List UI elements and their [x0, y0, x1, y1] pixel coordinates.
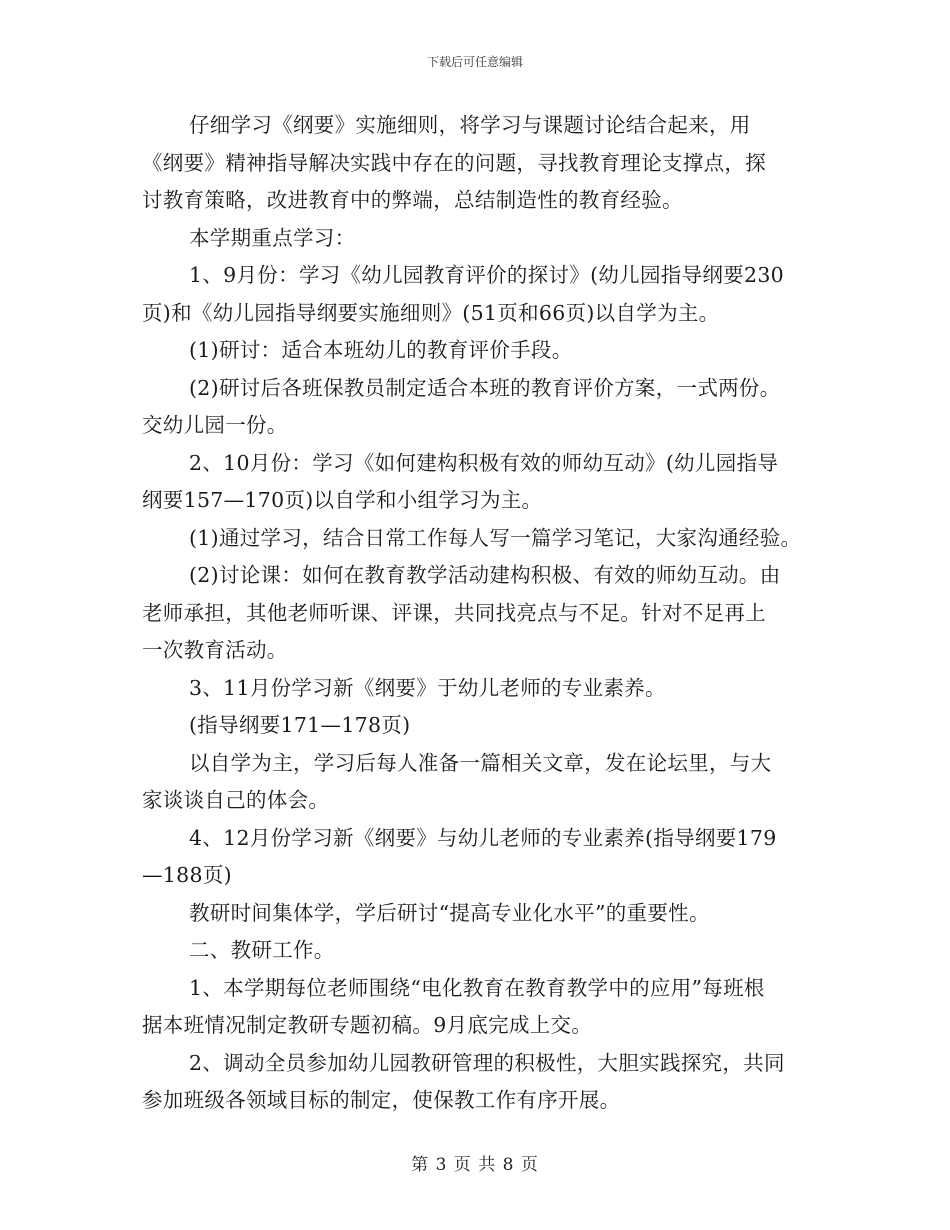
text-line: 《纲要》精神指导解决实践中存在的问题，寻找教育理论支撑点，探: [142, 150, 766, 175]
text-line: 纲要157—170页)以自学和小组学习为主。: [142, 488, 543, 512]
text-line: 参加班级各领域目标的制定，使保教工作有序开展。: [142, 1088, 621, 1112]
text-line: (2)研讨后各班保教员制定适合本班的教育评价方案，一式两份。: [189, 375, 781, 400]
text-line: 2、调动全员参加幼儿园教研管理的积极性，大胆实践探究，共同: [189, 1050, 785, 1075]
text-line: —188页): [142, 863, 232, 887]
text-line: 据本班情况制定教研专题初稿。9月底完成上交。: [142, 1013, 593, 1037]
text-line: (2)讨论课：如何在教育教学活动建构积极、有效的师幼互动。由: [189, 563, 781, 587]
document-body: [142, 107, 832, 1120]
text-line: (1)研讨：适合本班幼儿的教育评价手段。: [189, 338, 573, 362]
page-number: 第 3 页 共 8 页: [411, 1155, 539, 1175]
text-line: 一次教育活动。: [142, 638, 288, 662]
text-line: 4、12月份学习新《纲要》与幼儿老师的专业素养(指导纲要179: [189, 825, 777, 850]
text-line: 本学期重点学习：: [189, 225, 356, 250]
text-line: 讨教育策略，改进教育中的弊端，总结制造性的教育经验。: [142, 188, 683, 212]
text-line: 老师承担，其他老师听课、评课，共同找亮点与不足。针对不足再上: [142, 600, 766, 625]
text-line: (指导纲要171—178页): [189, 713, 411, 737]
page-header: 下载后可任意编辑: [426, 55, 523, 69]
text-line: 2、10月份：学习《如何建构积极有效的师幼互动》(幼儿园指导: [189, 450, 779, 475]
text-line: 1、9月份：学习《幼儿园教育评价的探讨》(幼儿园指导纲要230: [189, 263, 785, 287]
text-line: 仔细学习《纲要》实施细则，将学习与课题讨论结合起来，用: [189, 113, 751, 137]
text-line: (1)通过学习，结合日常工作每人写一篇学习笔记，大家沟通经验。: [189, 525, 802, 550]
section-heading: 二、教研工作。: [189, 938, 335, 962]
text-line: 1、本学期每位老师围绕“电化教育在教育教学中的应用”每班根: [189, 975, 765, 1000]
text-line: 教研时间集体学，学后研讨“提高专业化水平”的重要性。: [189, 900, 710, 925]
text-line: 家谈谈自己的体会。: [142, 788, 330, 812]
text-line: 以自学为主，学习后每人准备一篇相关文章，发在论坛里，与大: [189, 750, 772, 775]
text-line: 交幼儿园一份。: [142, 413, 288, 437]
text-line: 页)和《幼儿园指导纲要实施细则》(51页和66页)以自学为主。: [142, 300, 720, 325]
text-line: 3、11月份学习新《纲要》于幼儿老师的专业素养。: [189, 675, 666, 700]
